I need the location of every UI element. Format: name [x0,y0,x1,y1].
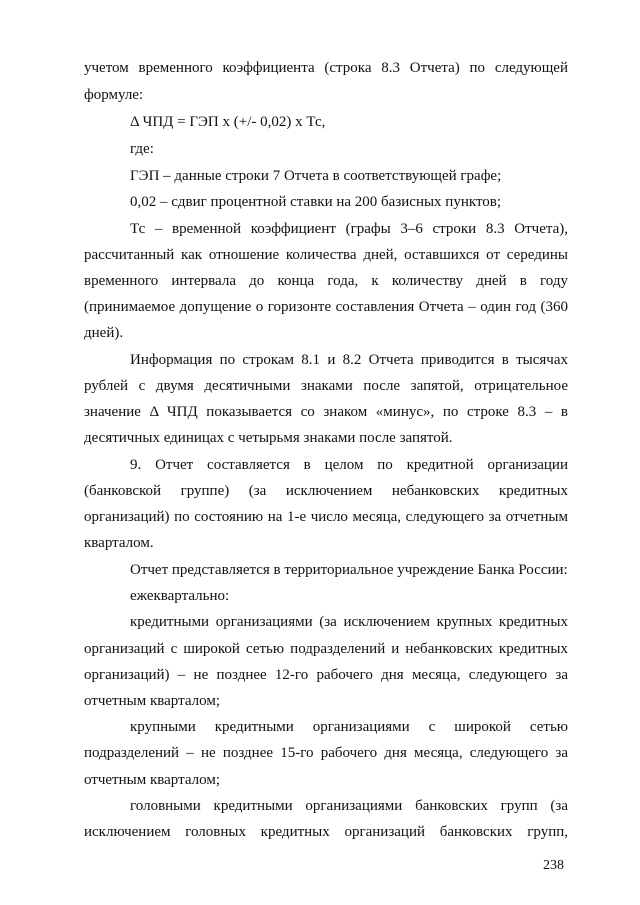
text-line: кредитными организациями (за исключением крупных кредитных [130,614,568,630]
text-line: значение Δ ЧПД показывается со знаком «минус», по строке 8.3 – в [84,404,568,420]
text-line: 0,02 – сдвиг процентной ставки на 200 базисных пунктов; [130,194,502,210]
text-line: кварталом. [84,535,154,551]
text-line: рассчитанный как отношение количества дней, оставшихся от середины [84,247,568,263]
formula-line: Δ ЧПД = ГЭП x (+/- 0,02) x Тс, [130,114,326,130]
text-line: организаций с широкой сетью подразделений и небанковских кредитных [84,641,568,657]
text-line: (принимаемое допущение о горизонте составления Отчета – один год (360 [84,299,568,315]
text-line: Отчет представляется в территориальное учреждение Банка России: [130,562,568,578]
text-line: отчетным кварталом; [84,772,220,788]
text-line: исключением головных кредитных организаций банковских групп, [84,824,568,840]
text-line: (банковской группе) (за исключением небанковских кредитных [84,483,568,499]
text-line: учетом временного коэффициента (строка 8.3 Отчета) по следующей [84,60,568,76]
text-line: формуле: [84,87,144,103]
text-line: Информация по строкам 8.1 и 8.2 Отчета приводится в тысячах [130,352,568,368]
text-line: организаций) – не позднее 12-го рабочего дня месяца, следующего за [84,667,568,683]
text-line: подразделений – не позднее 15-го рабочего дня месяца, следующего за [84,745,568,761]
text-line: временного интервала до конца года, к количеству дней в году [84,273,568,289]
text-line: где: [130,141,154,157]
text-line: десятичных единицах с четырьмя знаками после запятой. [84,430,453,446]
text-line: ГЭП – данные строки 7 Отчета в соответствующей графе; [130,168,502,184]
text-line: крупными кредитными организациями с широкой сетью [130,719,568,735]
text-line: Тс – временной коэффициент (графы 3–6 строки 8.3 Отчета), [130,221,568,237]
text-line: отчетным кварталом; [84,693,220,709]
text-line: организаций) по состоянию на 1-е число месяца, следующего за отчетным [84,509,568,525]
text-line: головными кредитными организациями банковских групп (за [130,798,568,814]
page-number: 238 [543,858,564,873]
text-line: ежеквартально: [130,588,230,604]
text-line: дней). [84,325,124,341]
text-line: 9. Отчет составляется в целом по кредитной организации [130,457,568,473]
text-line: рублей с двумя десятичными знаками после запятой, отрицательное [84,378,568,394]
